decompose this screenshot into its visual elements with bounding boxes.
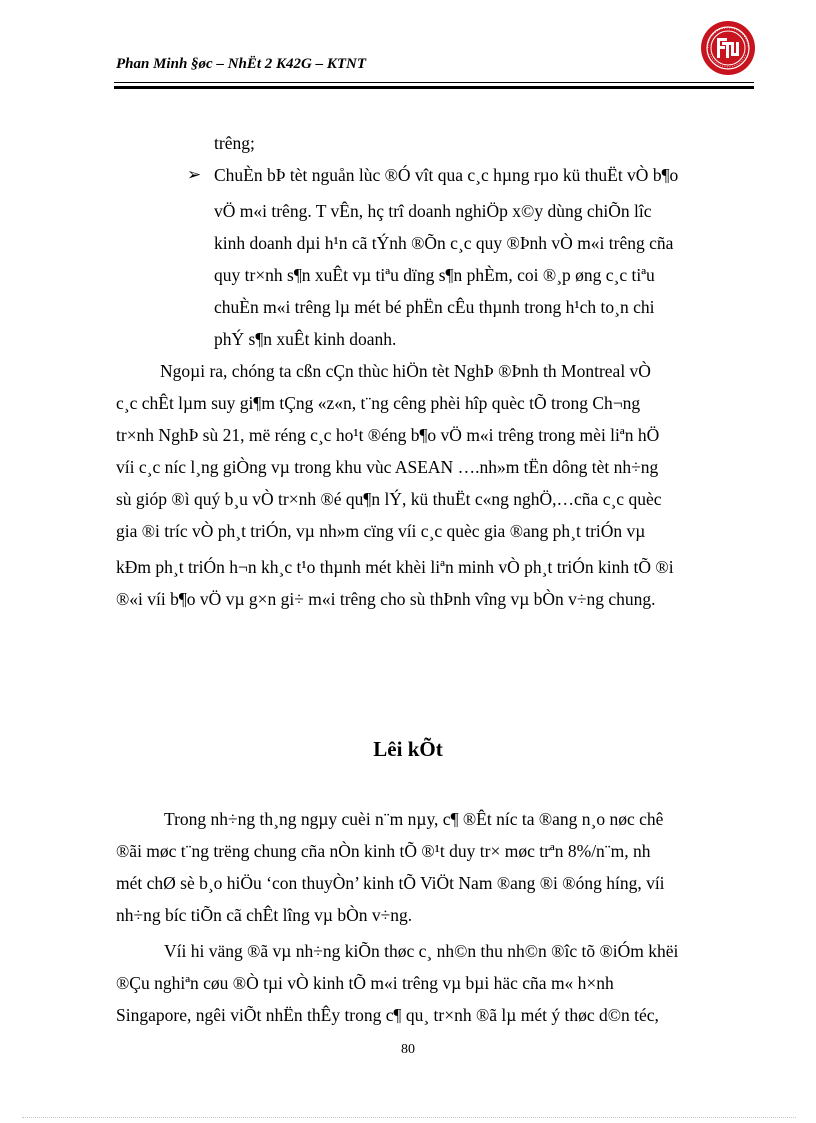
text-line: kÐm ph¸t triÓn h¬n kh¸c t¹o thµnh mét khèi liªn minh vÒ ph¸t triÓn kinh tÕ ®i	[116, 557, 674, 577]
page-number: 80	[401, 1042, 415, 1057]
text-line: trêng;	[214, 133, 255, 153]
text-line: c¸c chÊt lµm suy gi¶m tÇng «z«n, t¨ng cêng phèi hîp quèc tÕ trong Ch¬ng	[116, 393, 641, 413]
text-line: ®ãi møc t¨ng trëng chung cña nÒn kinh tÕ ®¹t duy tr× møc trªn 8%/n¨m, nh	[116, 841, 651, 861]
text-line: tr×nh NghÞ sù 21, më réng c¸c ho¹t ®éng b¶o vÖ m«i trêng trong mèi liªn hÖ	[116, 425, 660, 445]
text-line: mét chØ sè b¸o hiÖu ‘con thuyÒn’ kinh tÕ ViÖt Nam ®ang ®i ®óng híng, víi	[116, 873, 665, 893]
header-rule-thick	[114, 86, 754, 89]
text-line: víi c¸c níc l¸ng giÒng vµ trong khu vùc ASEAN ….nh»m tËn dông tèt nh÷ng	[116, 457, 659, 477]
text-line: sù gióp ®ì quý b¸u vÒ tr×nh ®é qu¶n lÝ, kü thuËt c«ng nghÖ,…cña c¸c quèc	[116, 489, 662, 509]
text-line: Ngoµi ra, chóng ta cßn cÇn thùc hiÖn tèt NghÞ ®Þnh th Montreal vÒ	[160, 361, 651, 381]
text-line: phÝ s¶n xuÊt kinh doanh.	[214, 329, 397, 349]
text-line: Trong nh÷ng th¸ng ngµy cuèi n¨m nµy, c¶ ®Êt níc ta ®ang n¸o nøc chê	[164, 809, 664, 829]
text-line: quy tr×nh s¶n xuÊt vµ tiªu dïng s¶n phÈm, coi ®¸p øng c¸c tiªu	[214, 265, 655, 285]
text-line: Singapore, ngêi viÕt nhËn thÊy trong c¶ qu¸ tr×nh ®ã lµ mét ý thøc d©n téc,	[116, 1005, 659, 1025]
page-bottom-border	[22, 1117, 796, 1118]
text-line: vÖ m«i trêng. T vÊn, hç trî doanh nghiÖp x©y dùng chiÕn lîc	[214, 201, 652, 221]
section-heading: Lêi kÕt	[373, 737, 443, 761]
running-header: Phan Minh §øc – NhËt 2 K42G – KTNT	[116, 56, 367, 72]
text-line: kinh doanh dµi h¹n cã tÝnh ®Õn c¸c quy ®Þnh vÒ m«i trêng cña	[214, 233, 674, 253]
text-line: ®«i víi b¶o vÖ vµ g×n gi÷ m«i trêng cho sù thÞnh vîng vµ bÒn v÷ng chung.	[116, 589, 656, 609]
ftu-logo	[700, 20, 756, 76]
header-rule-thin	[114, 82, 754, 83]
text-line: ®Çu nghiªn cøu ®Ò tµi vÒ kinh tÕ m«i trêng vµ bµi häc cña m« h×nh	[116, 973, 614, 993]
text-line: gia ®i tríc vÒ ph¸t triÓn, vµ nh»m cïng víi c¸c quèc gia ®ang ph¸t triÓn vµ	[116, 521, 646, 541]
text-line: Víi hi väng ®ã vµ nh÷ng kiÕn thøc c¸ nh©n thu nh©n ®îc tõ ®iÓm khëi	[164, 941, 679, 961]
text-line: chuÈn m«i trêng lµ mét bé phËn cÊu thµnh trong h¹ch to¸n chi	[214, 297, 655, 317]
text-line: ChuÈn bÞ tèt nguån lùc ®Ó vît qua c¸c hµng rµo kü thuËt vÒ b¶o	[214, 165, 679, 185]
arrow-bullet-icon: ➢	[187, 165, 202, 184]
text-line: nh÷ng bíc tiÕn cã chÊt lîng vµ bÒn v÷ng.	[116, 905, 413, 925]
